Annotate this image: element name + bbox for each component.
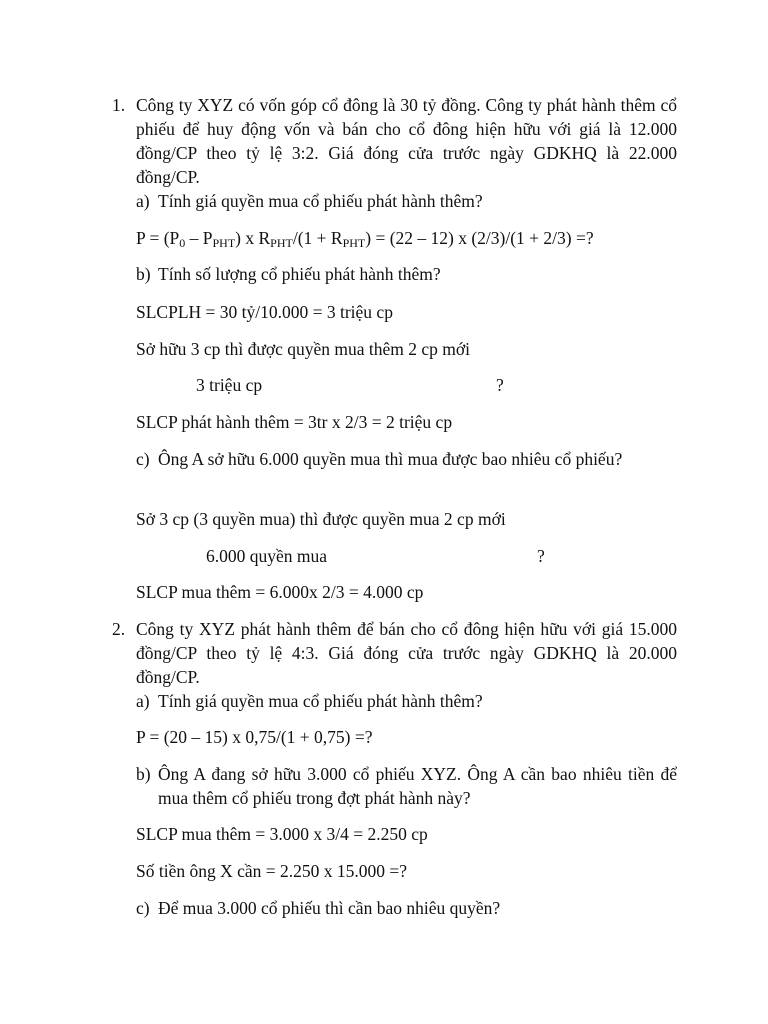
- q1-formula-part5: ) = (22 – 12) x (2/3)/(1 + 2/3) =?: [365, 228, 594, 248]
- q2-formula: P = (20 – 15) x 0,75/(1 + 0,75) =?: [136, 727, 373, 747]
- q1-c-result: SLCP mua thêm = 6.000x 2/3 = 4.000 cp: [136, 582, 424, 602]
- q1-number: 1.: [112, 95, 126, 115]
- q1-formula-sub2: PHT: [212, 236, 236, 250]
- q1-a-text: Tính giá quyền mua cổ phiếu phát hành thêm?: [158, 191, 483, 211]
- q1-text: Công ty XYZ có vốn góp cổ đông là 30 tỷ đồng. Công ty phát hành thêm cổ phiếu để huy động vốn và bán cho cổ đông hiện hữu với giá là 12.000 đồng/CP theo tỷ lệ 3:2. Giá đóng cửa trước ngày GDKHQ là 22.000 đồng/CP.: [136, 95, 677, 187]
- q2-text: Công ty XYZ phát hành thêm để bán cho cổ đông hiện hữu với giá 15.000 đồng/CP theo tỷ lệ 4:3. Giá đóng cửa trước ngày GDKHQ là 20.000 đồng/CP.: [136, 619, 677, 687]
- q1-formula-part3: ) x R: [235, 228, 271, 248]
- q1-c-text: Ông A sở hữu 6.000 quyền mua thì mua được bao nhiêu cổ phiếu?: [158, 449, 623, 469]
- q1-b-proportion-right: ?: [496, 375, 504, 395]
- q1-c-proportion-left: 6.000 quyền mua: [206, 546, 328, 566]
- q1-formula-sub4: PHT: [342, 236, 366, 250]
- q2-a-label: a): [136, 691, 150, 711]
- q2-c-text: Để mua 3.000 cổ phiếu thì cần bao nhiêu quyền?: [158, 898, 501, 918]
- q1-b-label: b): [136, 264, 151, 284]
- q2-b-label: b): [136, 764, 151, 784]
- q2-number: 2.: [112, 619, 126, 639]
- q1-formula-part2: – P: [185, 228, 213, 248]
- q2-b-text: Ông A đang sở hữu 3.000 cổ phiếu XYZ. Ông A cần bao nhiêu tiền để mua thêm cổ phiếu trong đợt phát hành này?: [158, 764, 677, 808]
- q1-a-label: a): [136, 191, 150, 211]
- q1-b-slcplh: SLCPLH = 30 tỷ/10.000 = 3 triệu cp: [136, 302, 393, 322]
- q1-formula: [136, 226, 594, 250]
- q1-formula-sub3: PHT: [270, 236, 293, 250]
- q1-c-rule: Sở 3 cp (3 quyền mua) thì được quyền mua 2 cp mới: [136, 509, 506, 529]
- q1-b-text: Tính số lượng cổ phiếu phát hành thêm?: [158, 264, 441, 284]
- q1-formula-part4: /(1 + R: [292, 228, 343, 248]
- q1-b-result: SLCP phát hành thêm = 3tr x 2/3 = 2 triệu cp: [136, 412, 453, 432]
- q1-b-proportion-left: 3 triệu cp: [196, 375, 263, 395]
- q1-b-rule: Sở hữu 3 cp thì được quyền mua thêm 2 cp mới: [136, 339, 470, 359]
- q2-b-money: Số tiền ông X cần = 2.250 x 15.000 =?: [136, 861, 408, 881]
- q2-c-label: c): [136, 898, 150, 918]
- q1-c-label: c): [136, 449, 150, 469]
- q2-b-slcp: SLCP mua thêm = 3.000 x 3/4 = 2.250 cp: [136, 824, 428, 844]
- q1-c-proportion-right: ?: [537, 546, 545, 566]
- q2-a-text: Tính giá quyền mua cổ phiếu phát hành thêm?: [158, 691, 483, 711]
- q1-formula-part1: P = (P: [136, 228, 180, 248]
- q1-formula-sub1: 0: [179, 236, 186, 250]
